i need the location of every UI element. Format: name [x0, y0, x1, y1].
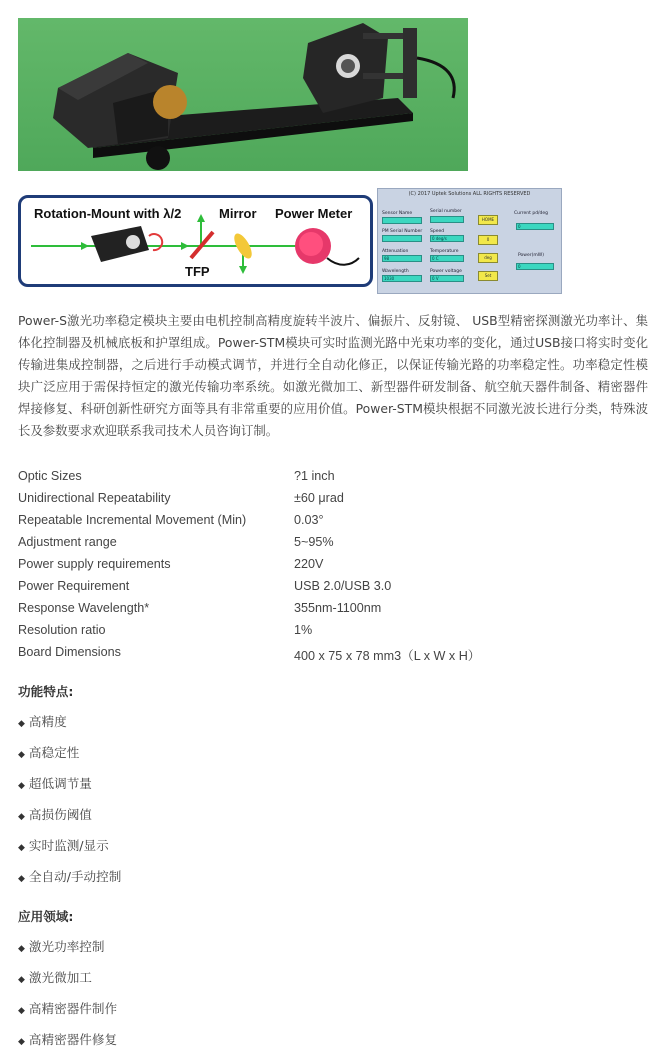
spec-table [18, 466, 648, 664]
bullet-diamond-icon: ◆ [18, 874, 25, 884]
wavelength-field: 1030 [382, 275, 422, 282]
list-item [18, 835, 121, 866]
list-item-label: 激光功率控制 [28, 939, 105, 954]
bullet-diamond-icon: ◆ [18, 750, 25, 760]
spec-value: 5~95% [294, 535, 334, 549]
spec-key: Resolution ratio [18, 623, 106, 637]
spec-row [18, 642, 648, 664]
wavelength-label: Wavelength [382, 269, 409, 274]
product-description: Power-S激光功率稳定模块主要由电机控制高精度旋转半波片、偏振片、反射镜、 USB型精密探测激光功率计、集体化控制器及机械底板和护罩组成。Power-STM模块可实时监测光路中光束功率的变化，通过USB接口将实时变化传输进集成控制器，之后进行手动模式调节，并进行全自动化修正，以保证传输光路的功率稳定性。功率稳定性模块广泛应用于需保持恒定的激光传输功率系统。如激光微加工、新型器件研发制备、航空航天器件制备、精密器件焊接修复、科研创新性研究方面等具有非常重要的应用价值。Power-STM模块根据不同激光波长进行分类，特殊波长及参数要求欢迎联系我司技术人员咨询订制。 [18, 313, 648, 438]
list-item-label: 激光微加工 [28, 970, 92, 985]
spec-row [18, 532, 648, 554]
list-item-label: 高稳定性 [28, 745, 80, 760]
list-item [18, 866, 121, 897]
bullet-diamond-icon: ◆ [18, 944, 25, 954]
list-item-label: 实时监测/显示 [28, 838, 109, 853]
list-item-label: 高精密器件修复 [28, 1032, 118, 1047]
speed-field: 0 deg/s [430, 235, 464, 242]
spec-key: Repeatable Incremental Movement (Min) [18, 513, 247, 527]
spec-value: ±60 μrad [294, 491, 344, 505]
list-item-label: 超低调节量 [28, 776, 92, 791]
bullet-diamond-icon: ◆ [18, 975, 25, 985]
pm-serial-label: PM Serial Number [382, 229, 423, 234]
spec-row [18, 620, 648, 642]
product-photo [18, 18, 468, 171]
bullet-diamond-icon: ◆ [18, 781, 25, 791]
features-list [18, 711, 121, 897]
bullet-diamond-icon: ◆ [18, 1006, 25, 1016]
list-item [18, 804, 121, 835]
applications-heading: 应用领域: [18, 909, 74, 924]
spec-row [18, 554, 648, 576]
power-voltage-field: 0 V [430, 275, 464, 282]
attenuation-field: 98 [382, 255, 422, 262]
list-item-label: 高精度 [28, 714, 67, 729]
spec-key: Optic Sizes [18, 469, 82, 483]
power-voltage-label: Power voltage [430, 269, 462, 274]
spec-value: ?1 inch [294, 469, 335, 483]
spec-value: 1% [294, 623, 313, 637]
spec-value: 400 x 75 x 78 mm3（L x W x H） [294, 649, 481, 663]
spec-row [18, 598, 648, 620]
current-pd-field: 0 [516, 223, 554, 230]
current-pd-label: Current pd/deg [514, 211, 549, 216]
sensor-name-field [382, 217, 422, 224]
list-item [18, 742, 121, 773]
list-item [18, 773, 121, 804]
temperature-label: Temperature [430, 249, 459, 254]
list-item [18, 1029, 117, 1060]
rotation-mount-label: Rotation-Mount with λ/2 [34, 206, 182, 221]
list-item [18, 711, 121, 742]
spec-key: Board Dimensions [18, 645, 121, 659]
spec-value: USB 2.0/USB 3.0 [294, 579, 392, 593]
tfp-label: TFP [185, 264, 210, 279]
power-mw-label: Power(mW) [518, 253, 544, 258]
control-software-panel [377, 188, 562, 294]
temperature-field: 0 C [430, 255, 464, 262]
spec-key: Power supply requirements [18, 557, 171, 571]
power-meter-label: Power Meter [275, 206, 353, 221]
mirror-label: Mirror [219, 206, 257, 221]
speed-label: Speed [430, 229, 445, 234]
bullet-diamond-icon: ◆ [18, 812, 25, 822]
spec-value: 220V [294, 557, 324, 571]
spec-key: Unidirectional Repeatability [18, 491, 171, 505]
features-heading: 功能特点: [18, 684, 74, 699]
rotation-mount-photo-icon [18, 18, 468, 171]
spec-value: 0.03° [294, 513, 324, 527]
list-item [18, 967, 117, 998]
serial-number-label: Serial number [430, 209, 462, 214]
applications-list [18, 936, 117, 1060]
zero-button[interactable]: 0 [478, 235, 498, 245]
spec-row [18, 488, 648, 510]
spec-row [18, 466, 648, 488]
deg-button[interactable]: deg [478, 253, 498, 263]
bullet-diamond-icon: ◆ [18, 719, 25, 729]
sensor-name-label: Sensor Name [382, 211, 413, 216]
list-item [18, 936, 117, 967]
home-button[interactable]: HOME [478, 215, 498, 225]
spec-key: Power Requirement [18, 579, 130, 593]
list-item [18, 998, 117, 1029]
spec-row [18, 510, 648, 532]
power-mw-field: 0 [516, 263, 554, 270]
spec-value: 355nm-1100nm [294, 601, 382, 615]
optical-layout-diagram [18, 195, 373, 287]
list-item-label: 全自动/手动控制 [28, 869, 122, 884]
list-item-label: 高精密器件制作 [28, 1001, 118, 1016]
panel-title: (C) 2017 Uptek Solutions ALL RIGHTS RESERVED [408, 191, 531, 197]
attenuation-label: Attenuation [382, 249, 409, 254]
list-item-label: 高损伤阈值 [28, 807, 92, 822]
serial-number-field [430, 216, 464, 223]
pm-serial-field [382, 235, 422, 242]
spec-key: Adjustment range [18, 535, 117, 549]
set-button[interactable]: Set [478, 271, 498, 281]
bullet-diamond-icon: ◆ [18, 843, 25, 853]
spec-row [18, 576, 648, 598]
bullet-diamond-icon: ◆ [18, 1037, 25, 1047]
spec-key: Response Wavelength* [18, 601, 150, 615]
